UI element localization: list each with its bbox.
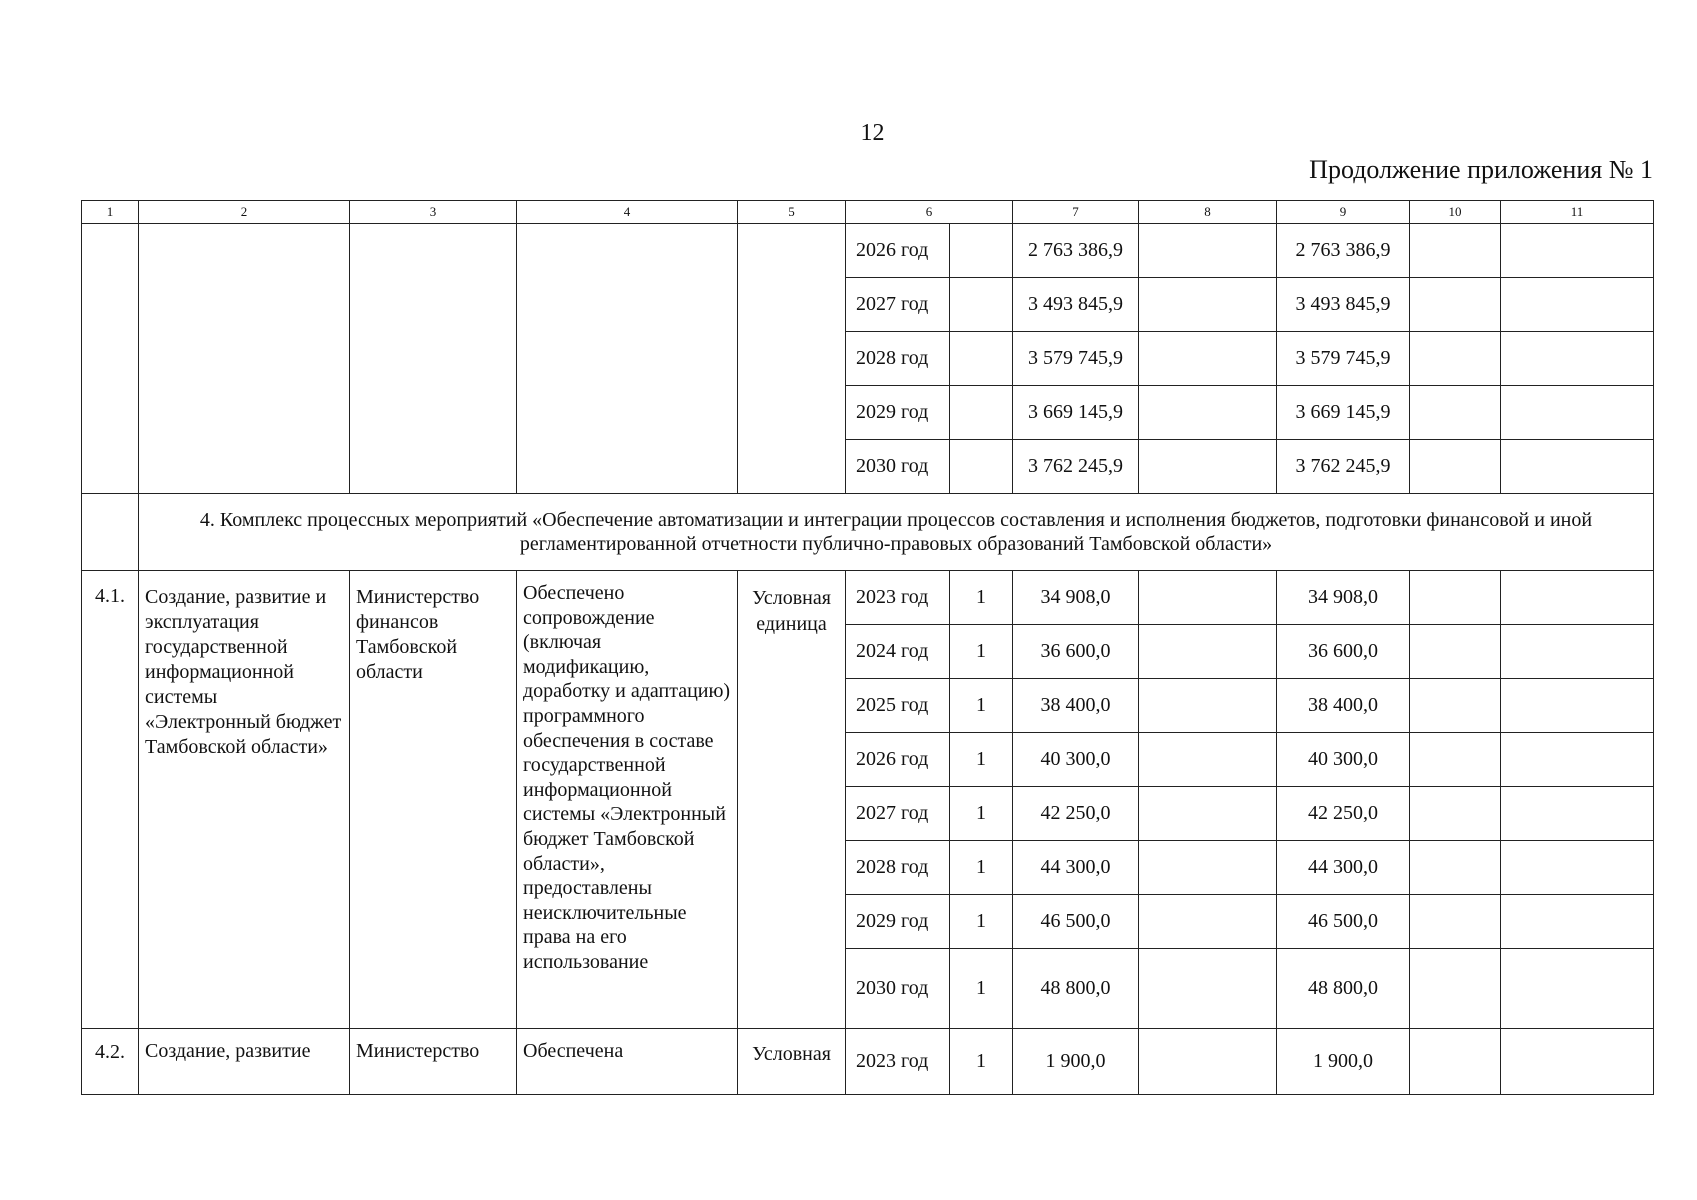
total-value-cell: 42 250,0 [1013, 787, 1139, 841]
empty-cell [1139, 224, 1277, 278]
empty-cell [1139, 625, 1277, 679]
empty-cell [950, 278, 1013, 332]
empty-cell [1410, 386, 1501, 440]
year-cell: 2030 год [846, 440, 950, 494]
total-value-cell: 36 600,0 [1013, 625, 1139, 679]
regional-budget-cell: 48 800,0 [1277, 949, 1410, 1029]
year-cell: 2028 год [846, 332, 950, 386]
regional-budget-cell: 36 600,0 [1277, 625, 1410, 679]
year-cell: 2026 год [846, 224, 950, 278]
year-cell: 2028 год [846, 841, 950, 895]
empty-cell [1410, 1029, 1501, 1095]
empty-cell [1501, 787, 1654, 841]
count-cell: 1 [950, 733, 1013, 787]
count-cell: 1 [950, 841, 1013, 895]
empty-cell [1410, 571, 1501, 625]
empty-cell [1410, 332, 1501, 386]
empty-cell [1139, 787, 1277, 841]
section-title: 4. Комплекс процессных мероприятий «Обеспечение автоматизации и интеграции процессов составления и исполнения бюджетов, подготовки финансовой и иной регламентированной отчетности публично-правовых образований Тамбовской области» [139, 494, 1654, 571]
table-row [82, 1029, 1654, 1095]
appendix-continuation-label: Продолжение приложения № 1 [1309, 155, 1653, 184]
total-value-cell: 38 400,0 [1013, 679, 1139, 733]
count-cell: 1 [950, 787, 1013, 841]
empty-cell [1410, 224, 1501, 278]
empty-cell [1410, 440, 1501, 494]
year-cell: 2025 год [846, 679, 950, 733]
count-cell: 1 [950, 895, 1013, 949]
empty-cell [1139, 440, 1277, 494]
year-cell: 2023 год [846, 1029, 950, 1095]
year-cell: 2027 год [846, 787, 950, 841]
regional-budget-cell: 3 579 745,9 [1277, 332, 1410, 386]
empty-cell [950, 386, 1013, 440]
item-unit: Условная единица [738, 571, 846, 1029]
total-value-cell: 3 493 845,9 [1013, 278, 1139, 332]
table-row [82, 224, 1654, 278]
empty-cell [1501, 841, 1654, 895]
empty-cell [738, 224, 846, 494]
total-value-cell: 1 900,0 [1013, 1029, 1139, 1095]
year-cell: 2029 год [846, 895, 950, 949]
total-value-cell: 40 300,0 [1013, 733, 1139, 787]
empty-cell [1501, 386, 1654, 440]
empty-cell [1410, 679, 1501, 733]
item-number: 4.2. [82, 1029, 139, 1095]
empty-cell [1139, 1029, 1277, 1095]
regional-budget-cell: 3 493 845,9 [1277, 278, 1410, 332]
empty-cell [1139, 733, 1277, 787]
empty-cell [1501, 733, 1654, 787]
total-value-cell: 2 763 386,9 [1013, 224, 1139, 278]
item-number: 4.1. [82, 571, 139, 1029]
empty-cell [82, 494, 139, 571]
empty-cell [1501, 679, 1654, 733]
column-number-header: 7 [1013, 201, 1139, 224]
year-cell: 2023 год [846, 571, 950, 625]
empty-cell [1139, 679, 1277, 733]
item-executor: Министерство [350, 1029, 517, 1095]
empty-cell [1410, 733, 1501, 787]
item-executor: Министерство финансов Тамбовской области [350, 571, 517, 1029]
empty-cell [1139, 895, 1277, 949]
item-result: Обеспечена [517, 1029, 738, 1095]
item-name: Создание, развитие [139, 1029, 350, 1095]
column-number-header: 3 [350, 201, 517, 224]
total-value-cell: 44 300,0 [1013, 841, 1139, 895]
total-value-cell: 3 762 245,9 [1013, 440, 1139, 494]
empty-cell [1501, 332, 1654, 386]
empty-cell [1501, 224, 1654, 278]
empty-cell [82, 224, 139, 494]
section-row [82, 494, 1654, 571]
column-number-header: 8 [1139, 201, 1277, 224]
empty-cell [1501, 625, 1654, 679]
column-number-header: 2 [139, 201, 350, 224]
total-value-cell: 48 800,0 [1013, 949, 1139, 1029]
empty-cell [1139, 386, 1277, 440]
empty-cell [517, 224, 738, 494]
column-number-header: 5 [738, 201, 846, 224]
year-cell: 2029 год [846, 386, 950, 440]
year-cell: 2024 год [846, 625, 950, 679]
empty-cell [1139, 949, 1277, 1029]
year-cell: 2027 год [846, 278, 950, 332]
empty-cell [1410, 895, 1501, 949]
count-cell: 1 [950, 949, 1013, 1029]
column-number-header: 9 [1277, 201, 1410, 224]
column-number-header: 1 [82, 201, 139, 224]
empty-cell [1501, 1029, 1654, 1095]
count-cell: 1 [950, 679, 1013, 733]
empty-cell [1410, 787, 1501, 841]
item-unit: Условная [738, 1029, 846, 1095]
total-value-cell: 3 669 145,9 [1013, 386, 1139, 440]
empty-cell [950, 440, 1013, 494]
regional-budget-cell: 34 908,0 [1277, 571, 1410, 625]
year-cell: 2026 год [846, 733, 950, 787]
empty-cell [1410, 949, 1501, 1029]
regional-budget-cell: 42 250,0 [1277, 787, 1410, 841]
count-cell: 1 [950, 571, 1013, 625]
column-number-header: 6 [846, 201, 1013, 224]
empty-cell [1501, 571, 1654, 625]
column-number-header: 11 [1501, 201, 1654, 224]
column-number-header-row [82, 201, 1654, 224]
regional-budget-cell: 1 900,0 [1277, 1029, 1410, 1095]
regional-budget-cell: 3 669 145,9 [1277, 386, 1410, 440]
empty-cell [950, 332, 1013, 386]
table-row [82, 571, 1654, 625]
empty-cell [139, 224, 350, 494]
count-cell: 1 [950, 625, 1013, 679]
empty-cell [1139, 278, 1277, 332]
regional-budget-cell: 3 762 245,9 [1277, 440, 1410, 494]
year-cell: 2030 год [846, 949, 950, 1029]
regional-budget-cell: 2 763 386,9 [1277, 224, 1410, 278]
empty-cell [1501, 278, 1654, 332]
empty-cell [1410, 625, 1501, 679]
regional-budget-cell: 44 300,0 [1277, 841, 1410, 895]
empty-cell [1139, 571, 1277, 625]
total-value-cell: 46 500,0 [1013, 895, 1139, 949]
empty-cell [350, 224, 517, 494]
count-cell: 1 [950, 1029, 1013, 1095]
empty-cell [1501, 949, 1654, 1029]
column-number-header: 10 [1410, 201, 1501, 224]
empty-cell [950, 224, 1013, 278]
regional-budget-cell: 38 400,0 [1277, 679, 1410, 733]
empty-cell [1139, 841, 1277, 895]
empty-cell [1139, 332, 1277, 386]
regional-budget-cell: 46 500,0 [1277, 895, 1410, 949]
page-number: 12 [860, 120, 885, 146]
column-number-header: 4 [517, 201, 738, 224]
item-result: Обеспечено сопровождение (включая модификацию, доработку и адаптацию) программного обеспечения в составе государственной информационной системы «Электронный бюджет Тамбовской области», предоставлены неисключительные права на его использование [517, 571, 738, 1029]
appendix-table [81, 200, 1654, 1095]
empty-cell [1501, 895, 1654, 949]
empty-cell [1501, 440, 1654, 494]
empty-cell [1410, 278, 1501, 332]
empty-cell [1410, 841, 1501, 895]
total-value-cell: 3 579 745,9 [1013, 332, 1139, 386]
regional-budget-cell: 40 300,0 [1277, 733, 1410, 787]
item-name: Создание, развитие и эксплуатация государственной информационной системы «Электронный бюджет Тамбовской области» [139, 571, 350, 1029]
total-value-cell: 34 908,0 [1013, 571, 1139, 625]
